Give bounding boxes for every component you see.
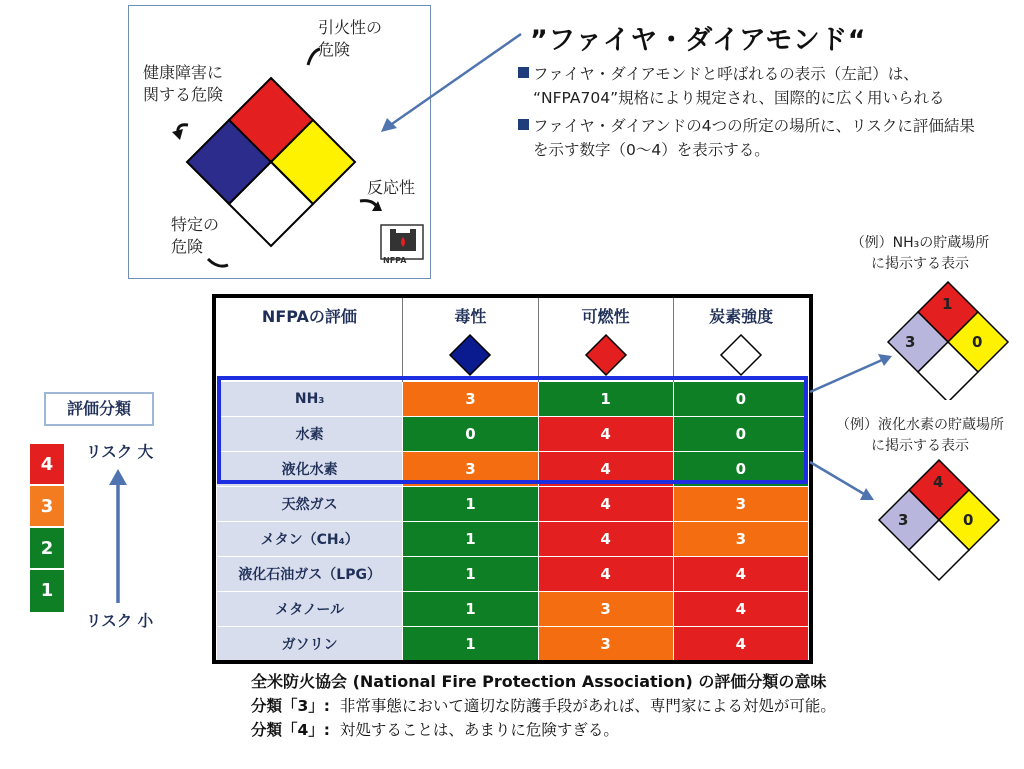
substance-name: メタン（CH₄） [217,522,403,557]
label-flammability: 引火性の 危険 [318,18,383,59]
legend-level-1: 1 [30,570,64,612]
label-special: 特定の 危険 [171,215,220,256]
carbon-value: 0 [673,452,808,487]
example-2-left-value: 3 [898,511,909,529]
carbon-value: 3 [673,522,808,557]
flammable-value: 1 [538,382,673,417]
legend-level-4: 4 [30,444,64,486]
table-row [217,417,809,452]
carbon-value: 4 [673,592,808,627]
toxic-value: 1 [403,592,538,627]
note-item-3: 分類「3」: 非常事態において適切な防護手段があれば、専門家による対処が可能。 [251,697,836,715]
classification-note [251,670,836,742]
carbon-diamond-icon [719,333,763,377]
example-1-caption: （例）NH₃の貯蔵場所 に掲示する表示 [850,235,990,272]
flammable-value: 3 [538,627,673,662]
example-1-left-value: 3 [905,333,916,351]
note-item-4: 分類「4」: 対処することは、あまりに危険すぎる。 [251,721,619,739]
toxic-value: 1 [403,557,538,592]
example-2-top-value: 4 [933,473,944,491]
substance-name: 水素 [217,417,403,452]
table-row [217,382,809,417]
substance-name: ガソリン [217,627,403,662]
example-2-caption: （例）液化水素の貯蔵場所 に掲示する表示 [836,417,1004,454]
example-1-top-value: 1 [942,295,953,313]
header-flammable: 可燃性 [538,296,673,382]
substance-name: NH₃ [217,382,403,417]
risk-high-label: リスク 大 [86,443,154,461]
header-carbon: 炭素強度 [673,296,808,382]
carbon-value: 4 [673,627,808,662]
header-name: NFPAの評価 [217,296,403,382]
bullet-list [518,62,975,162]
substance-name: 液化水素 [217,452,403,487]
flammable-diamond-icon [584,333,628,377]
bullet-item: ファイヤ・ダイアモンドと呼ばれるの表示（左記）は、 “NFPA704”規格により規定され、国際的に広く用いられる [518,62,975,110]
carbon-value: 3 [673,487,808,522]
carbon-value: 0 [673,417,808,452]
risk-low-label: リスク 小 [86,612,154,630]
substance-name: 天然ガス [217,487,403,522]
example-2-right-value: 0 [963,511,974,529]
carbon-value: 0 [673,382,808,417]
table-row [217,557,809,592]
header-toxic: 毒性 [403,296,538,382]
substance-name: メタノール [217,592,403,627]
flammable-value: 4 [538,452,673,487]
flammable-value: 4 [538,522,673,557]
example-2-diamond [874,458,1014,584]
pointer-arrow [375,30,525,135]
table-row [217,452,809,487]
nfpa-rating-table [216,296,809,662]
legend-level-3: 3 [30,486,64,528]
flammable-value: 4 [538,417,673,452]
bullet-item: ファイヤ・ダイアンドの4つの所定の場所に、リスクに評価結果 を示す数字（0～4）を表示する。 [518,114,975,162]
toxic-value: 0 [403,417,538,452]
note-heading: 全米防火協会 (National Fire Protection Association) の評価分類の意味 [251,672,827,691]
flammable-value: 3 [538,592,673,627]
table-row [217,627,809,662]
flammable-value: 4 [538,557,673,592]
label-health: 健康障害に 関する危険 [143,63,224,104]
table-row [217,592,809,627]
table-row [217,487,809,522]
nfpa-logo-text: NFPA [383,256,407,265]
flammable-value: 4 [538,487,673,522]
legend-level-2: 2 [30,528,64,570]
label-reactivity: 反応性 [367,178,416,197]
substance-name: 液化石油ガス（LPG） [217,557,403,592]
carbon-value: 4 [673,557,808,592]
risk-arrow-up [107,467,129,605]
toxic-value: 3 [403,452,538,487]
table-header-row [217,296,809,382]
toxic-value: 1 [403,522,538,557]
example-1-right-value: 0 [972,333,983,351]
toxic-value: 1 [403,627,538,662]
toxic-diamond-icon [448,333,492,377]
toxic-value: 1 [403,487,538,522]
legend-title: 評価分類 [44,392,154,426]
page-title: ”ファイヤ・ダイアモンド“ [530,25,867,56]
table-row [217,522,809,557]
toxic-value: 3 [403,382,538,417]
